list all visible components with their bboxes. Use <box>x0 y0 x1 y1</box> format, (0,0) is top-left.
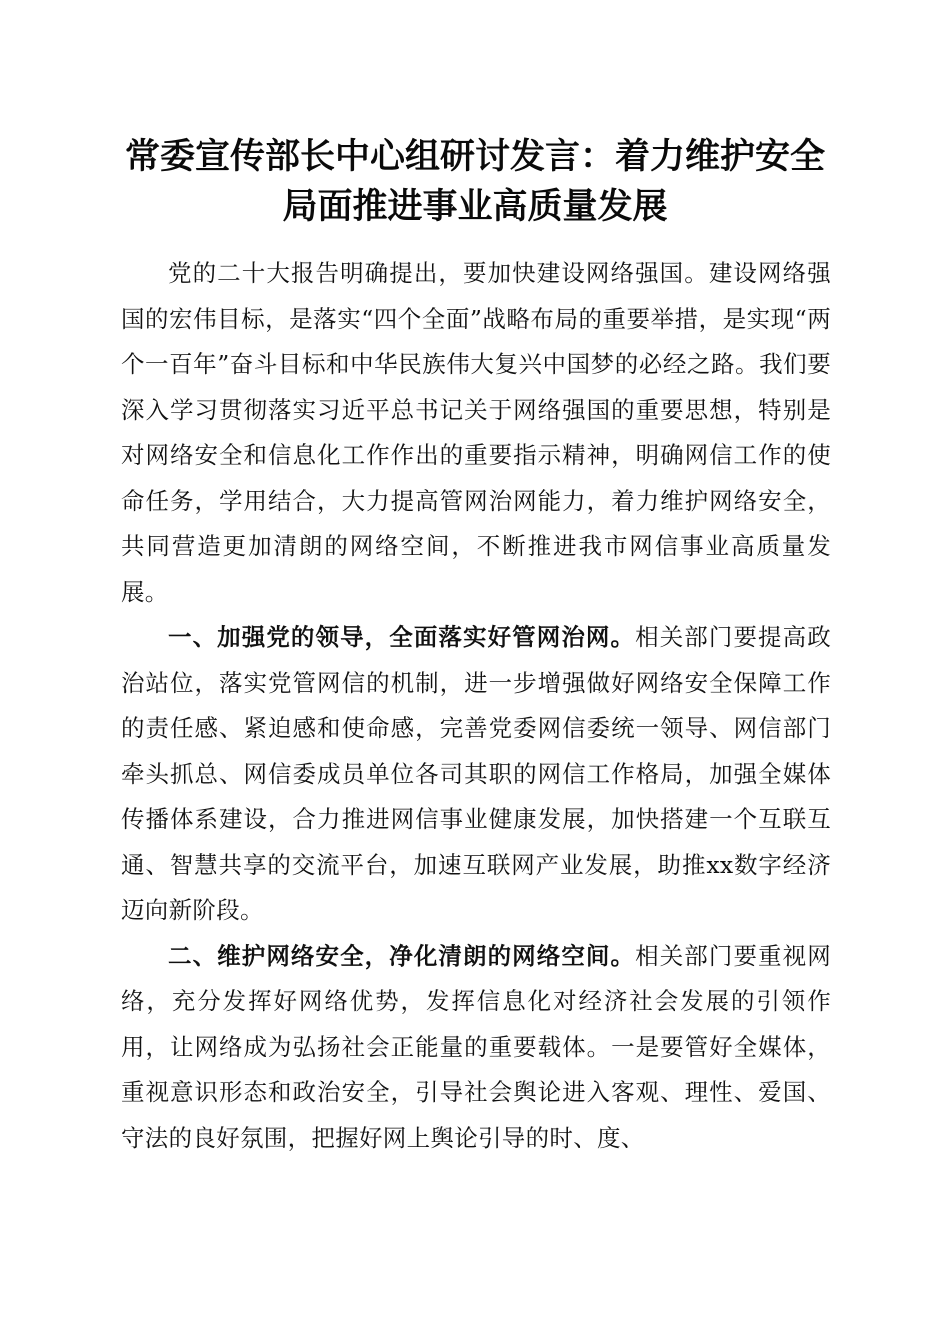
title-line-1: 常委宣传部长中心组研讨发言：着力维护安全 <box>124 136 825 177</box>
document-title <box>100 132 850 232</box>
document-body <box>121 251 831 1161</box>
title-line-2: 局面推进事业高质量发展 <box>282 186 668 227</box>
paragraph-intro <box>121 251 831 615</box>
paragraph-text: 相关部门要提高政治站位，落实党管网信的机制，进一步增强做好网络安全保障工作的责任感、紧迫感和使命感，完善党委网信委统一领导、网信部门牵头抓总、网信委成员单位各司其职的网信工作格局，加强全媒体传播体系建设，合力推进网信事业健康发展，加快搭建一个互联互通、智慧共享的交流平台，加速互联网产业发展，助推xx数字经济迈向新阶段。 <box>121 623 831 924</box>
paragraph-section-2 <box>121 934 831 1162</box>
paragraph-text: 党的二十大报告明确提出，要加快建设网络强国。建设网络强国的宏伟目标，是落实“四个全面”战略布局的重要举措，是实现“两个一百年”奋斗目标和中华民族伟大复兴中国梦的必经之路。我们要深入学习贯彻落实习近平总书记关于网络强国的重要思想，特别是对网络安全和信息化工作作出的重要指示精神，明确网信工作的使命任务，学用结合，大力提高管网治网能力，着力维护网络安全，共同营造更加清朗的网络空间，不断推进我市网信事业高质量发展。 <box>121 259 831 606</box>
section-heading: 二、维护网络安全，净化清朗的网络空间。 <box>168 941 636 970</box>
section-heading: 一、加强党的领导，全面落实好管网治网。 <box>168 623 636 651</box>
paragraph-text: 相关部门要重视网络，充分发挥好网络优势，发挥信息化对经济社会发展的引领作用，让网络成为弘扬社会正能量的重要载体。一是要管好全媒体，重视意识形态和政治安全，引导社会舆论进入客观、理性、爱国、守法的良好氛围，把握好网上舆论引导的时、度、 <box>121 941 831 1152</box>
paragraph-section-1 <box>121 615 831 934</box>
